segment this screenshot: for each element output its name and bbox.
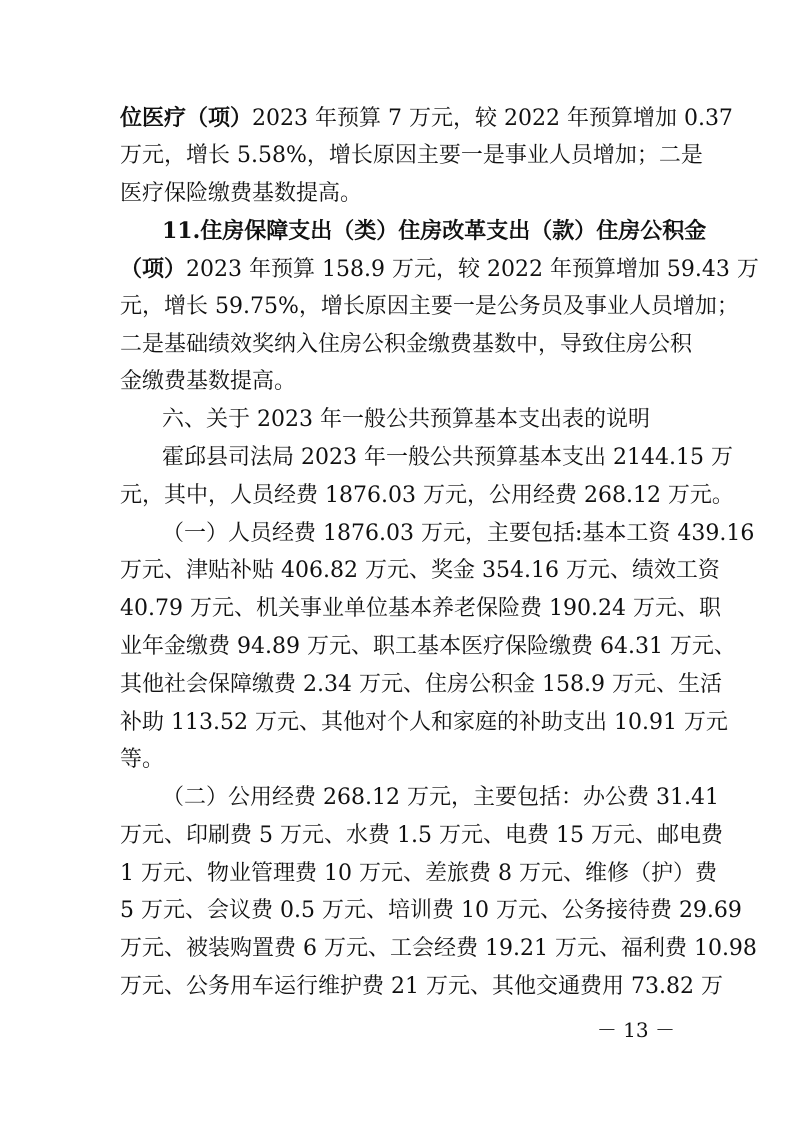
text-line-12: （一）人员经费 1876.03 万元，主要包括:基本工资 439.16 (162, 521, 755, 546)
text-line-16: 其他社会保障缴费 2.34 万元、住房公积金 158.9 万元、生活 (120, 672, 722, 697)
text-line-1: 位医疗（项）2023 年预算 7 万元，较 2022 年预算增加 0.37 (120, 105, 733, 131)
text-line-7: 二是基础绩效奖纳入住房公积金缴费基数中，导致住房公积 (120, 332, 693, 357)
text-line-2: 万元，增长 5.58%，增长原因主要一是事业人员增加；二是 (120, 143, 703, 168)
text-line-22: 5 万元、会议费 0.5 万元、培训费 10 万元、公务接待费 29.69 (120, 898, 742, 923)
text-line-15: 业年金缴费 94.89 万元、职工基本医疗保险缴费 64.31 万元、 (120, 634, 736, 659)
text-line-17: 补助 113.52 万元、其他对个人和家庭的补助支出 10.91 万元 (120, 710, 728, 735)
text-line-21: 1 万元、物业管理费 10 万元、差旅费 8 万元、维修（护）费 (120, 861, 717, 886)
text-line-11: 元，其中，人员经费 1876.03 万元，公用经费 268.12 万元。 (120, 483, 734, 508)
text-line-20: 万元、印刷费 5 万元、水费 1.5 万元、电费 15 万元、邮电费 (120, 823, 723, 848)
text-line-19: （二）公用经费 268.12 万元，主要包括：办公费 31.41 (162, 785, 719, 810)
text-line-24: 万元、公务用车运行维护费 21 万元、其他交通费用 73.82 万 (120, 974, 723, 999)
text-line-14: 40.79 万元、机关事业单位基本养老保险费 190.24 万元、职 (120, 596, 721, 621)
text-line-6: 元，增长 59.75%，增长原因主要一是公务员及事业人员增加； (120, 294, 739, 319)
heading-line-housing: 11.住房保障支出（类）住房改革支出（款）住房公积金 (162, 218, 707, 244)
text-line-3: 医疗保险缴费基数提高。 (120, 181, 363, 206)
text-line-8: 金缴费基数提高。 (120, 369, 297, 394)
page-number: － 13 － (596, 1018, 675, 1042)
text-line-23: 万元、被装购置费 6 万元、工会经费 19.21 万元、福利费 10.98 (120, 936, 757, 961)
text-line-10: 霍邱县司法局 2023 年一般公共预算基本支出 2144.15 万 (162, 445, 733, 470)
text-line-5: （项）2023 年预算 158.9 万元，较 2022 年预算增加 59.43 万 (120, 256, 759, 282)
section-heading-six: 六、关于 2023 年一般公共预算基本支出表的说明 (162, 407, 650, 432)
text-line-13: 万元、津贴补贴 406.82 万元、奖金 354.16 万元、绩效工资 (120, 558, 720, 583)
text-line-18: 等。 (120, 747, 165, 772)
